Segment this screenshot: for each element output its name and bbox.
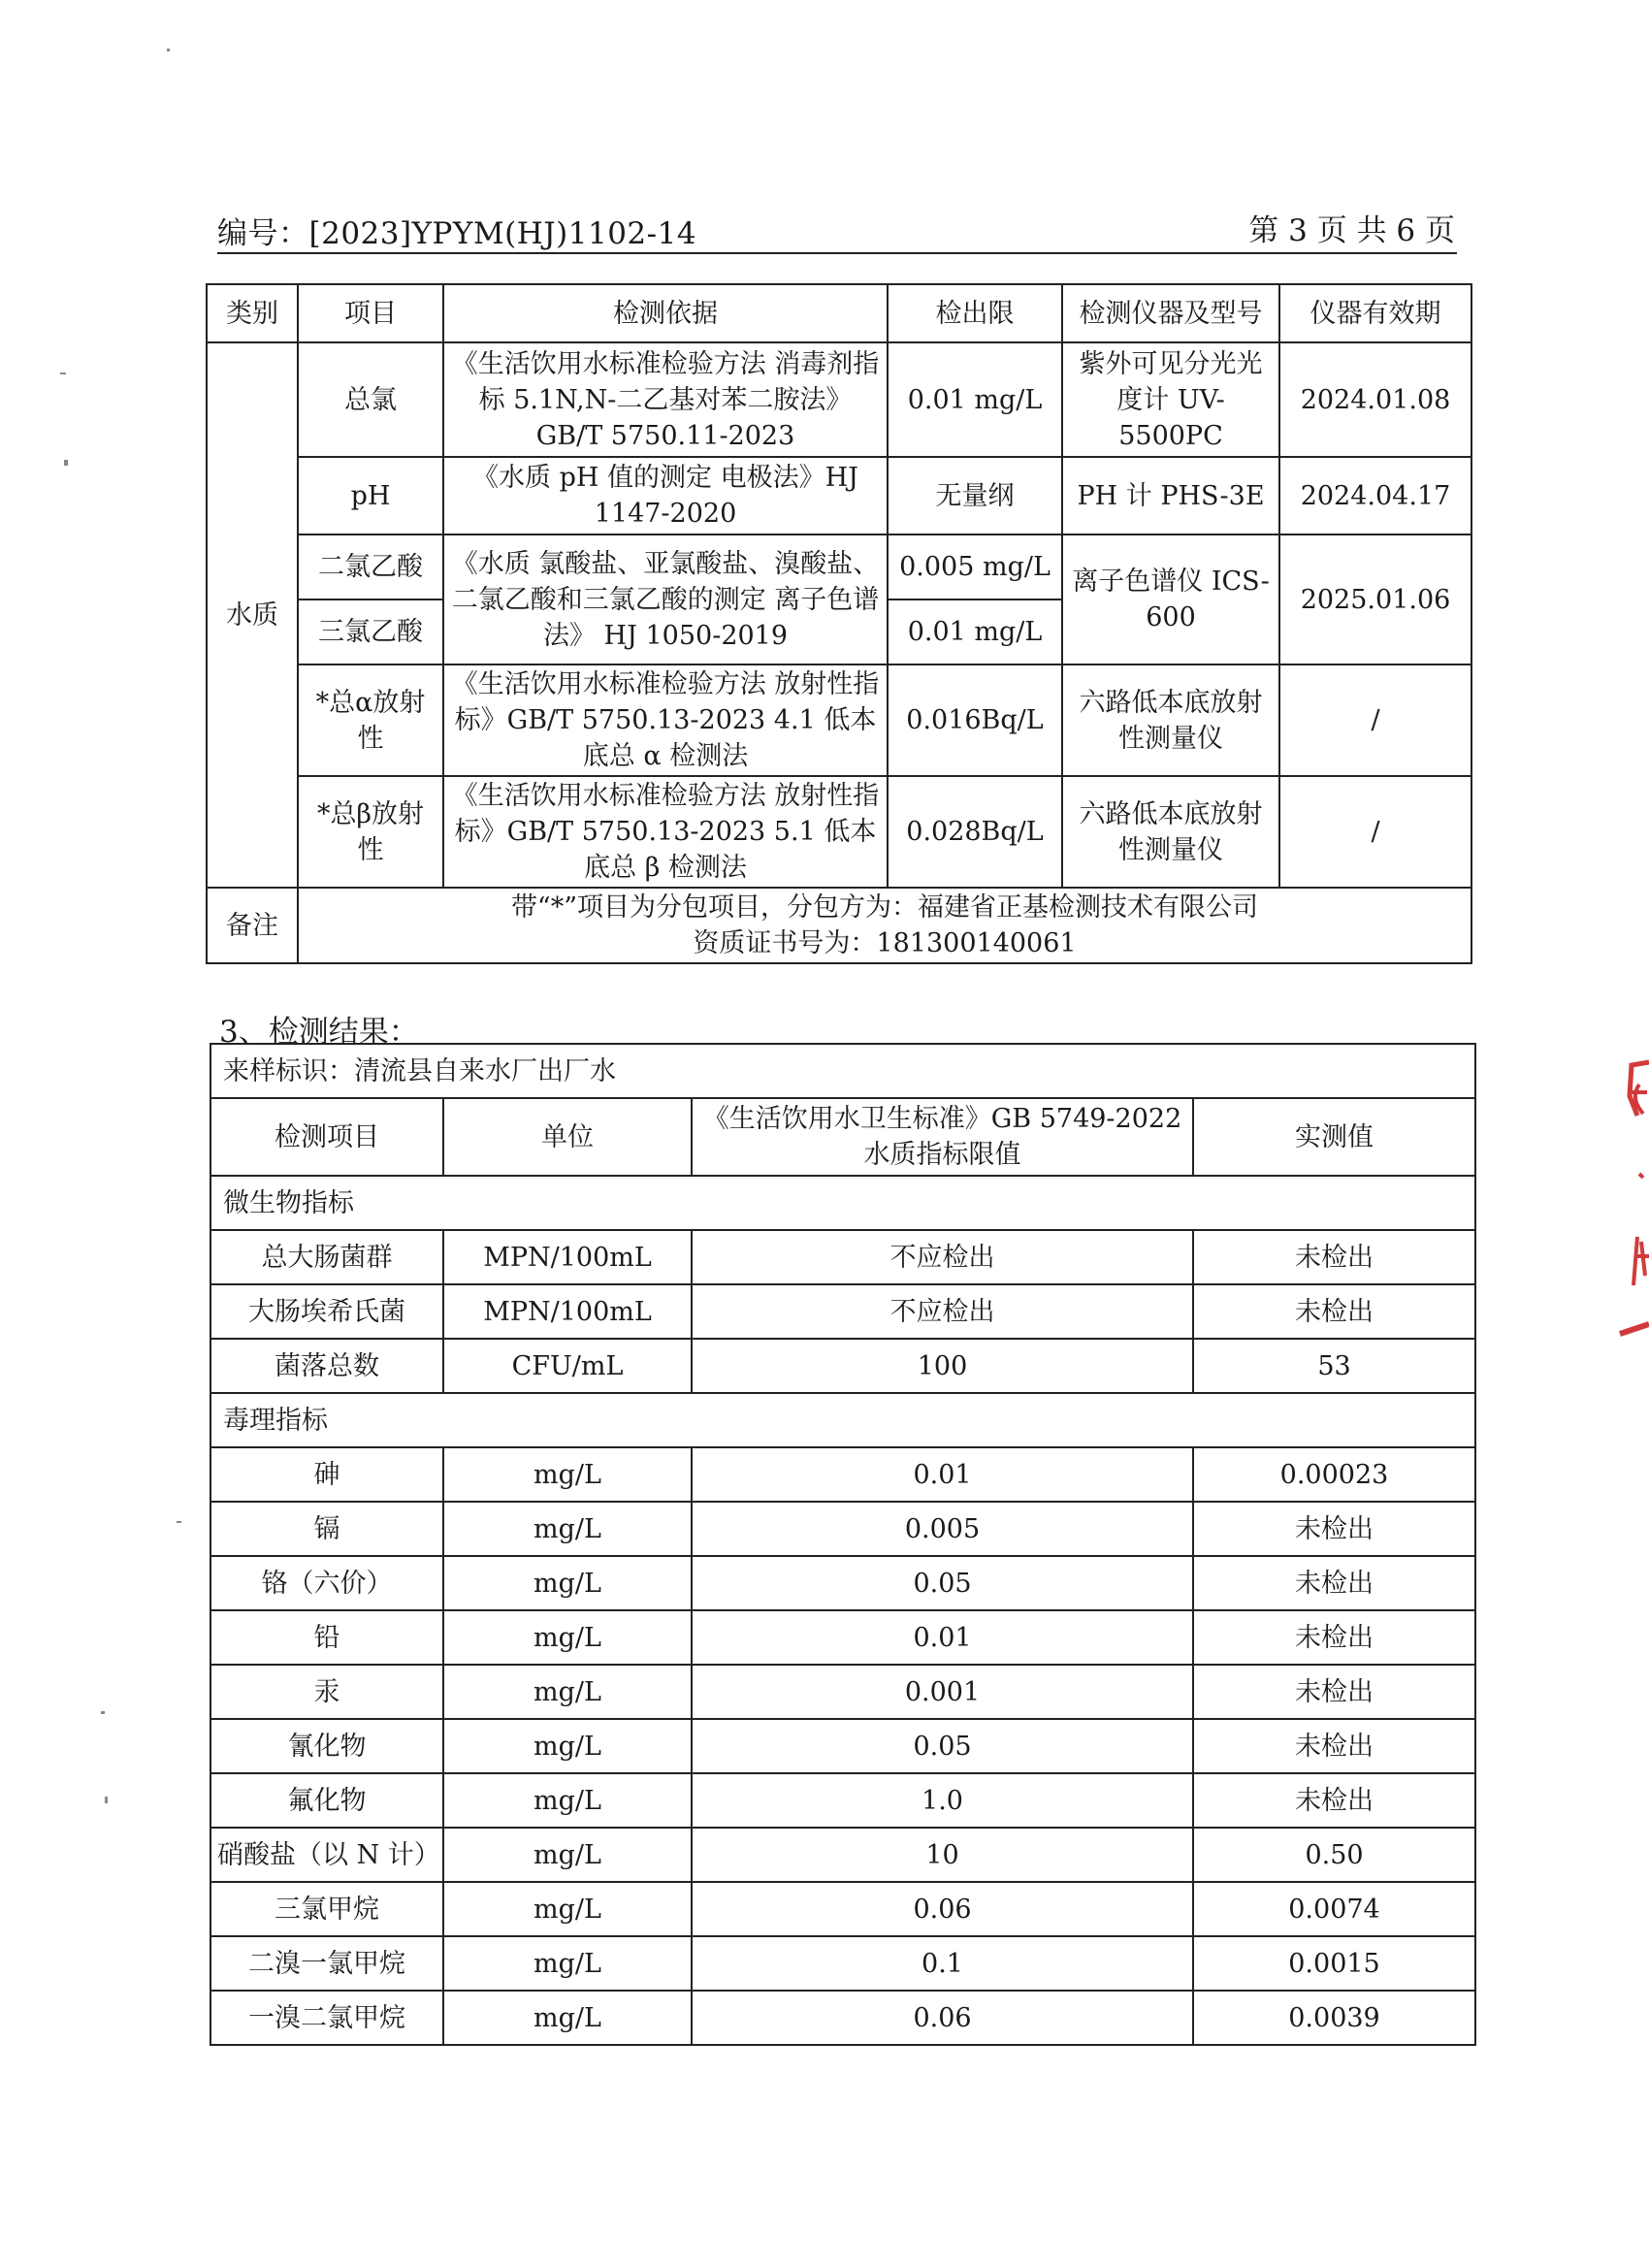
test-item: 汞 — [210, 1665, 443, 1719]
measured-value: 0.00023 — [1193, 1447, 1475, 1502]
unit: MPN/100mL — [443, 1284, 692, 1339]
method-validity: / — [1279, 664, 1471, 776]
remark-line-2: 资质证书号为：181300140061 — [693, 928, 1077, 958]
method-validity: 2025.01.06 — [1279, 535, 1471, 664]
page-info: 第 3 页 共 6 页 — [1248, 213, 1455, 248]
measured-value: 0.0015 — [1193, 1936, 1475, 1991]
unit: mg/L — [443, 1556, 692, 1610]
measured-value: 未检出 — [1193, 1284, 1475, 1339]
scan-speck — [177, 1521, 181, 1523]
results-table — [210, 1043, 1476, 2046]
group-label: 毒理指标 — [210, 1393, 1475, 1447]
method-item: 二氯乙酸 — [298, 535, 443, 599]
scan-speck — [167, 49, 170, 51]
remark-text — [298, 888, 1471, 963]
test-item: 砷 — [210, 1447, 443, 1502]
unit: mg/L — [443, 1610, 692, 1665]
table-row — [210, 1339, 1475, 1393]
method-row — [207, 776, 1471, 888]
method-item: 总氯 — [298, 342, 443, 457]
unit: mg/L — [443, 1665, 692, 1719]
measured-value: 未检出 — [1193, 1230, 1475, 1284]
method-row — [207, 457, 1471, 535]
standard-limit: 0.05 — [692, 1719, 1193, 1773]
unit: mg/L — [443, 1719, 692, 1773]
method-limit: 0.01 mg/L — [888, 599, 1062, 664]
test-item: 菌落总数 — [210, 1339, 443, 1393]
method-instrument: PH 计 PHS-3E — [1062, 457, 1279, 535]
method-instrument: 六路低本底放射性测量仪 — [1062, 776, 1279, 888]
results-section-title: 3、检测结果： — [219, 1015, 419, 1050]
test-item: 一溴二氯甲烷 — [210, 1991, 443, 2045]
test-item: 铬（六价） — [210, 1556, 443, 1610]
method-limit: 0.016Bq/L — [888, 664, 1062, 776]
standard-limit: 10 — [692, 1828, 1193, 1882]
table-row — [210, 1719, 1475, 1773]
methods-table — [206, 283, 1472, 964]
method-basis: 《生活饮用水标准检验方法 放射性指标》GB/T 5750.13-2023 5.1 低本底总 β 检测法 — [443, 776, 888, 888]
group-row — [210, 1176, 1475, 1230]
scan-speck — [60, 373, 66, 374]
measured-value: 未检出 — [1193, 1665, 1475, 1719]
method-instrument: 离子色谱仪 ICS-600 — [1062, 535, 1279, 664]
scan-speck — [64, 460, 68, 466]
method-item: 三氯乙酸 — [298, 599, 443, 664]
table-row — [210, 1502, 1475, 1556]
col-header-limit: 检出限 — [888, 284, 1062, 342]
test-item: 氰化物 — [210, 1719, 443, 1773]
method-basis: 《水质 pH 值的测定 电极法》HJ 1147-2020 — [443, 457, 888, 535]
standard-limit: 0.06 — [692, 1991, 1193, 2045]
unit: mg/L — [443, 1828, 692, 1882]
standard-limit: 100 — [692, 1339, 1193, 1393]
category-cell: 水质 — [207, 342, 298, 888]
methods-header-row — [207, 284, 1471, 342]
unit: mg/L — [443, 1991, 692, 2045]
sample-row — [210, 1044, 1475, 1098]
unit: mg/L — [443, 1773, 692, 1828]
col-header-instrument: 检测仪器及型号 — [1062, 284, 1279, 342]
measured-value: 0.50 — [1193, 1828, 1475, 1882]
measured-value: 0.0074 — [1193, 1882, 1475, 1936]
unit: mg/L — [443, 1447, 692, 1502]
results-body — [210, 1176, 1475, 2045]
test-item: 氟化物 — [210, 1773, 443, 1828]
unit: mg/L — [443, 1502, 692, 1556]
unit: CFU/mL — [443, 1339, 692, 1393]
unit: mg/L — [443, 1882, 692, 1936]
method-row — [207, 342, 1471, 457]
test-item: 镉 — [210, 1502, 443, 1556]
remark-label: 备注 — [207, 888, 298, 963]
method-instrument: 六路低本底放射性测量仪 — [1062, 664, 1279, 776]
standard-limit: 0.01 — [692, 1610, 1193, 1665]
table-row — [210, 1936, 1475, 1991]
standard-limit: 0.06 — [692, 1882, 1193, 1936]
measured-value: 未检出 — [1193, 1556, 1475, 1610]
method-item: pH — [298, 457, 443, 535]
table-row — [210, 1230, 1475, 1284]
col-header-category: 类别 — [207, 284, 298, 342]
table-row — [210, 1447, 1475, 1502]
group-row — [210, 1393, 1475, 1447]
col-header-unit: 单位 — [443, 1098, 692, 1176]
method-basis: 《生活饮用水标准检验方法 放射性指标》GB/T 5750.13-2023 4.1 低本底总 α 检测法 — [443, 664, 888, 776]
header-divider — [217, 252, 1457, 254]
col-header-basis: 检测依据 — [443, 284, 888, 342]
table-row — [210, 1991, 1475, 2045]
measured-value: 未检出 — [1193, 1719, 1475, 1773]
test-item: 硝酸盐（以 N 计） — [210, 1828, 443, 1882]
measured-value: 未检出 — [1193, 1610, 1475, 1665]
red-seal-stamp — [1610, 1057, 1649, 1348]
test-item: 三氯甲烷 — [210, 1882, 443, 1936]
col-header-standard-limit: 《生活饮用水卫生标准》GB 5749-2022 水质指标限值 — [692, 1098, 1193, 1176]
results-header-row — [210, 1098, 1475, 1176]
standard-limit: 0.001 — [692, 1665, 1193, 1719]
method-item: *总α放射性 — [298, 664, 443, 776]
method-basis: 《生活饮用水标准检验方法 消毒剂指标 5.1N,N-二乙基对苯二胺法》GB/T 5750.11-2023 — [443, 342, 888, 457]
standard-limit: 0.1 — [692, 1936, 1193, 1991]
method-validity: 2024.04.17 — [1279, 457, 1471, 535]
test-item: 大肠埃希氏菌 — [210, 1284, 443, 1339]
standard-limit: 0.05 — [692, 1556, 1193, 1610]
table-row — [210, 1284, 1475, 1339]
method-limit: 0.005 mg/L — [888, 535, 1062, 599]
method-basis: 《水质 氯酸盐、亚氯酸盐、溴酸盐、二氯乙酸和三氯乙酸的测定 离子色谱法》 HJ 1050-2019 — [443, 535, 888, 664]
unit: MPN/100mL — [443, 1230, 692, 1284]
method-limit: 0.028Bq/L — [888, 776, 1062, 888]
standard-limit: 1.0 — [692, 1773, 1193, 1828]
col-header-test-item: 检测项目 — [210, 1098, 443, 1176]
scan-speck — [101, 1711, 105, 1714]
method-row — [207, 664, 1471, 776]
method-limit: 0.01 mg/L — [888, 342, 1062, 457]
method-instrument: 紫外可见分光光度计 UV-5500PC — [1062, 342, 1279, 457]
scan-speck — [105, 1797, 108, 1803]
col-header-measured-value: 实测值 — [1193, 1098, 1475, 1176]
col-header-item: 项目 — [298, 284, 443, 342]
remark-line-1: 带“*”项目为分包项目，分包方为：福建省正基检测技术有限公司 — [510, 892, 1259, 923]
col-header-validity: 仪器有效期 — [1279, 284, 1471, 342]
group-label: 微生物指标 — [210, 1176, 1475, 1230]
table-row — [210, 1610, 1475, 1665]
standard-limit: 不应检出 — [692, 1230, 1193, 1284]
method-row — [207, 535, 1471, 599]
table-row — [210, 1882, 1475, 1936]
unit: mg/L — [443, 1936, 692, 1991]
method-validity: / — [1279, 776, 1471, 888]
method-validity: 2024.01.08 — [1279, 342, 1471, 457]
remark-row — [207, 888, 1471, 963]
test-item: 二溴一氯甲烷 — [210, 1936, 443, 1991]
method-item: *总β放射性 — [298, 776, 443, 888]
measured-value: 0.0039 — [1193, 1991, 1475, 2045]
standard-limit: 0.005 — [692, 1502, 1193, 1556]
measured-value: 未检出 — [1193, 1502, 1475, 1556]
table-row — [210, 1773, 1475, 1828]
method-limit: 无量纲 — [888, 457, 1062, 535]
test-item: 铅 — [210, 1610, 443, 1665]
measured-value: 53 — [1193, 1339, 1475, 1393]
standard-limit: 0.01 — [692, 1447, 1193, 1502]
test-item: 总大肠菌群 — [210, 1230, 443, 1284]
measured-value: 未检出 — [1193, 1773, 1475, 1828]
report-number: 编号：[2023]YPYM(HJ)1102-14 — [217, 216, 697, 251]
table-row — [210, 1556, 1475, 1610]
sample-label: 来样标识：清流县自来水厂出厂水 — [210, 1044, 1475, 1098]
table-row — [210, 1665, 1475, 1719]
standard-limit: 不应检出 — [692, 1284, 1193, 1339]
table-row — [210, 1828, 1475, 1882]
